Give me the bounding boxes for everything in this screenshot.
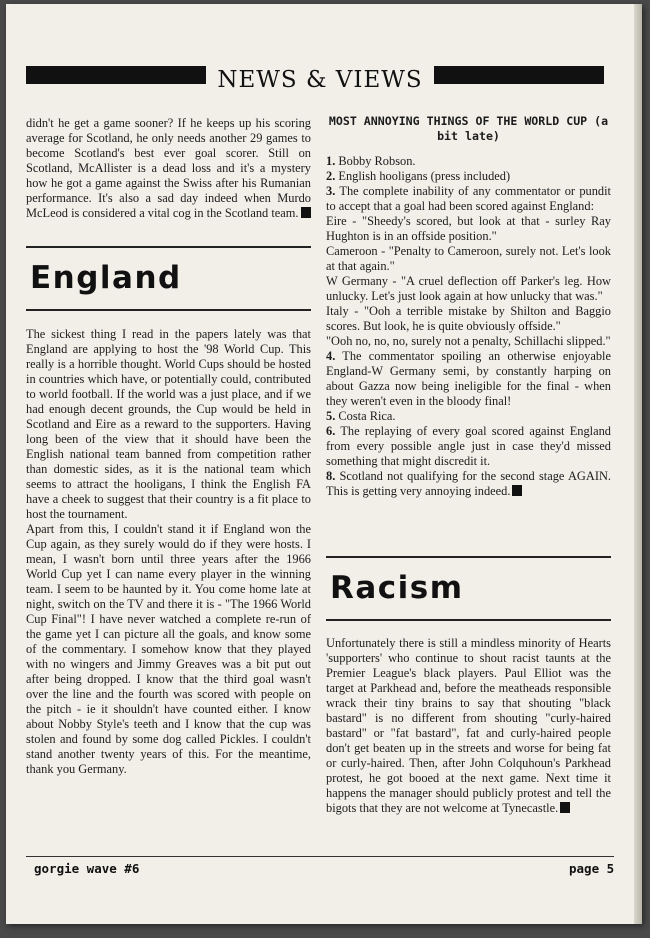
annoying-things-title: MOST ANNOYING THINGS OF THE WORLD CUP (a bit late) [328, 114, 609, 143]
footer-publication: gorgie wave #6 [34, 861, 140, 876]
end-mark-icon [301, 207, 311, 218]
list-item: 6. The replaying of every goal scored against England from every possible angle just in case they'd missed something that might discredit it. [326, 424, 611, 468]
england-section-title: England [30, 260, 182, 296]
header-bar-right [434, 66, 604, 84]
list-item: 5. Costa Rica. [326, 409, 396, 423]
intro-paragraph: didn't he get a game sooner? If he keeps up his scoring average for Scotland, he only needs another 29 games to become Scotland's best ever goal scorer. Still on Scotland, McAllister is a dead loss and it's a mystery how he got a game against the Swiss after his Rumanian performance. It's also a sad day indeed when Murdo McLeod is considered a vital cog in the Scotland team. [26, 116, 311, 220]
end-mark-icon [512, 485, 522, 496]
section-rule-england-top [26, 246, 311, 248]
header-bar-left [26, 66, 206, 84]
header-title: NEWS & VIEWS [217, 67, 423, 93]
annoying-things-box [326, 114, 611, 499]
page-spine [634, 4, 642, 924]
footer-rule [26, 856, 614, 857]
list-item: 8. Scotland not qualifying for the second stage AGAIN. This is getting very annoying indeed. [326, 469, 611, 498]
list-item: Italy - "Ooh a terrible mistake by Shilton and Baggio scores. But look, he is quite obviously offside." [326, 304, 611, 333]
racism-article [326, 636, 611, 816]
list-item: 3. The complete inability of any commentator or pundit to accept that a goal had been scored against England: [326, 184, 611, 213]
list-item: Eire - "Sheedy's scored, but look at that - surley Ray Hughton is in an offside position." [326, 214, 611, 243]
section-rule-england-bottom [26, 309, 311, 311]
list-item: W Germany - "A cruel deflection off Parker's leg. How unlucky. Let's just look again at how unlucky that was." [326, 274, 611, 303]
list-item: 4. The commentator spoiling an otherwise enjoyable England-W Germany semi, by constantly harping on about Gazza now being ineligible for the final - when they weren't even in the bloody final! [326, 349, 611, 408]
section-rule-racism-bottom [326, 619, 611, 621]
racism-paragraph: Unfortunately there is still a mindless minority of Hearts 'supporters' who continue to shout racist taunts at the Premier League's black players. Paul Elliot was the target at Parkhead and, before the meatheads responsible wrack their tiny brains to say that shouting "black bastard" is no different from shouting "curly-haired bastard" or "fat bastard", fat and curly-haired people don't get beaten up in the streets and worse for being fat or curly-haired. Then, after John Colquhoun's Parkhead protest, he got booed at the next game. Next time it happens the manager should publicly protest and tell the bigots that they are not welcome at Tynecastle. [326, 636, 611, 815]
list-item: 2. English hooligans (press included) [326, 169, 511, 183]
magazine-page [6, 4, 642, 924]
list-item: "Ooh no, no, no, surely not a penalty, Schillachi slipped." [326, 334, 611, 348]
left-intro-block [26, 116, 311, 221]
england-paragraph-1: The sickest thing I read in the papers lately was that England are applying to host the '98 World Cup. This really is a horrible thought. World Cups should be hosted in countries which have, or potentially could, contributed to world football. If the world was a just place, and if we had enough decent grounds, the Cup would be held in Scotland and Eire as a reward to the supporters. Having long been of the view that it should have been the English national team banned from competition rather than domestic sides, as it is the national team which seems to attract the hooligans, I think the English FA have a cheek to suggest that their country is a fit place to host the tournament. [26, 327, 311, 521]
england-paragraph-2: Apart from this, I couldn't stand it if England won the Cup again, as they surely would do if they were hosts. I mean, I wasn't born until three years after the 1966 World Cup yet I can name every player in the winning team. I seem to be haunted by it. You come home late at night, switch on the TV and there it is - "The 1966 World Cup Final"! I have never watched a complete re-run of the game yet I can picture all the goals, and know some of the commentary. I somehow know that they played with no wingers and Jimmy Greaves was a bit put out after being dropped. I know that the third goal wasn't over the line and the fourth was scored with people on the pitch - ie it shouldn't have counted either. I know about Nobby Style's teeth and I know that the cup was stolen and found by some dog called Pickles. I couldn't stand another twenty years of this. For the meantime, thank you Germany. [26, 522, 311, 776]
england-article [26, 327, 311, 777]
list-item: Cameroon - "Penalty to Cameroon, surely not. Let's look at that again." [326, 244, 611, 273]
footer-page-number: page 5 [569, 861, 615, 876]
racism-section-title: Racism [330, 570, 464, 606]
list-item: 1. Bobby Robson. [326, 154, 416, 168]
end-mark-icon [560, 802, 570, 813]
section-rule-racism-top [326, 556, 611, 558]
